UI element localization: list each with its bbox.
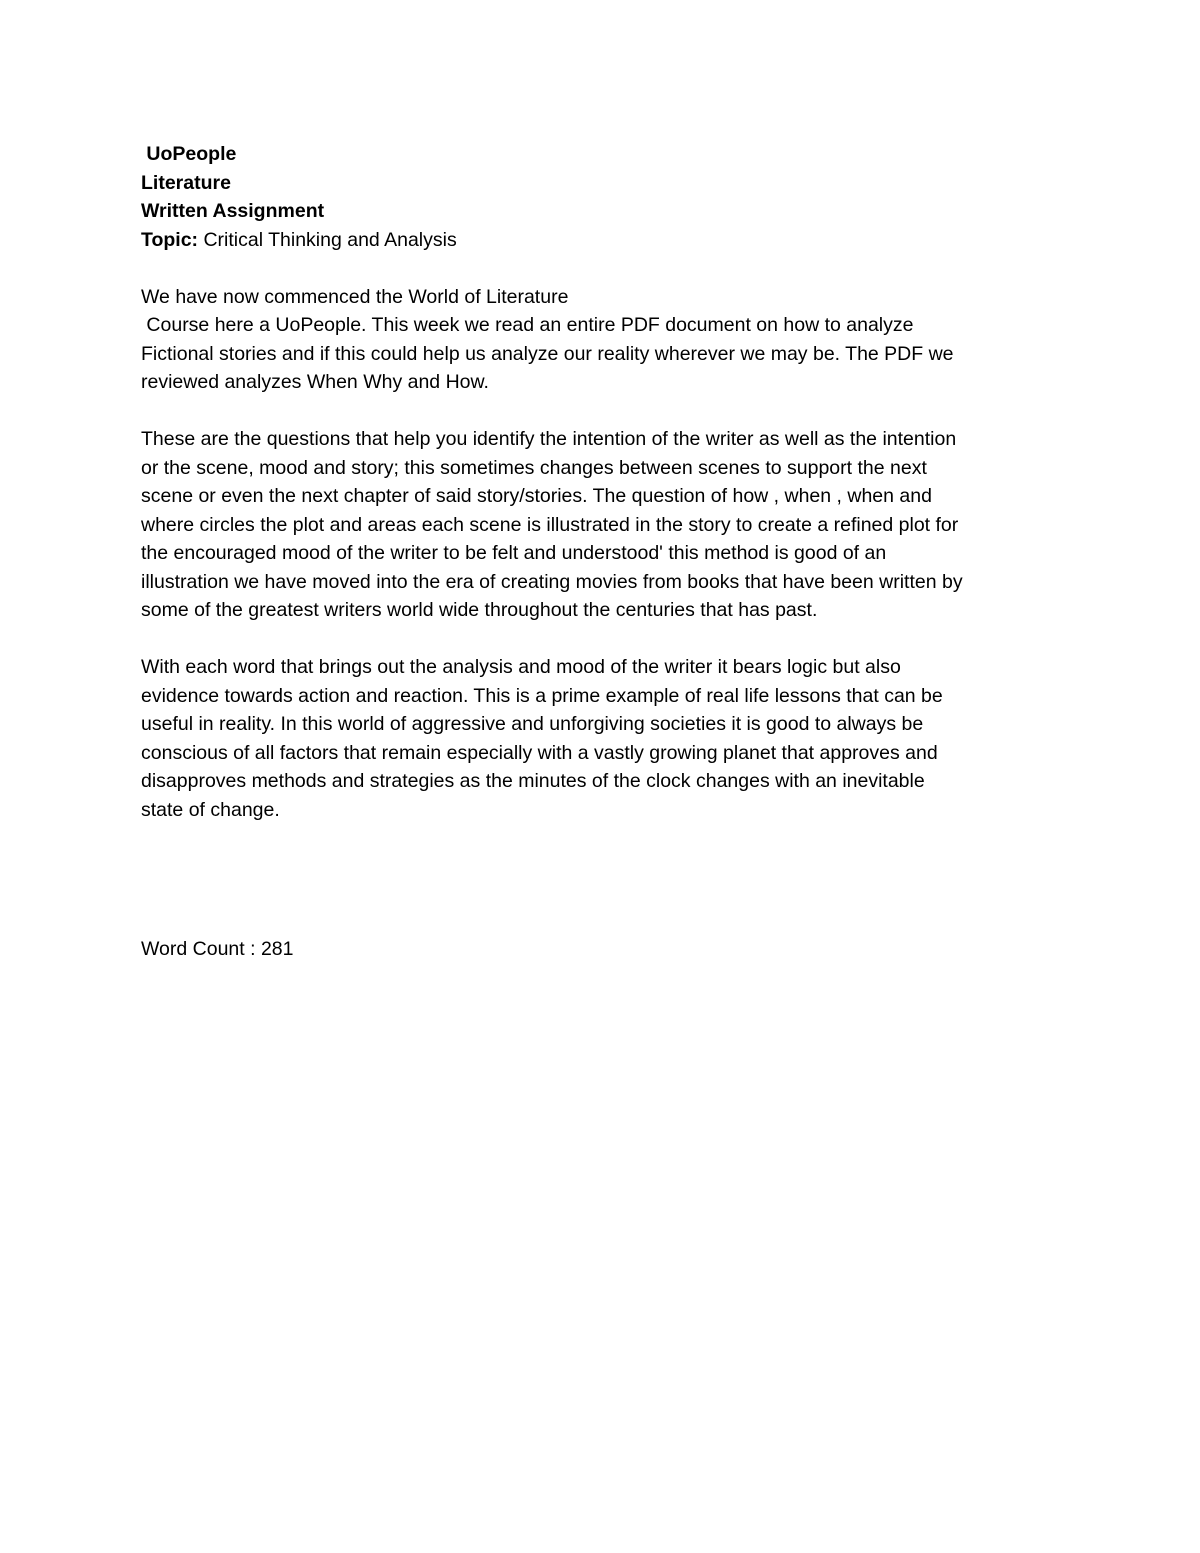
assignment-heading: Written Assignment — [141, 200, 325, 222]
topic-line — [141, 226, 1061, 255]
paragraph-line: state of change. — [141, 798, 280, 821]
topic-label: Topic: — [141, 228, 199, 251]
paragraph-line: reviewed analyzes When Why and How. — [141, 371, 489, 393]
paragraph-line: We have now commenced the World of Literature — [141, 285, 569, 308]
paragraph-line: illustration we have moved into the era of creating movies from books that have been written by — [141, 570, 963, 593]
paragraph-line: the encouraged mood of the writer to be felt and understood' this method is good of an — [141, 542, 887, 564]
spacer — [141, 397, 1061, 426]
paragraph-line: or the scene, mood and story; this sometimes changes between scenes to support the next — [141, 456, 927, 479]
institution-heading: UoPeople — [141, 143, 237, 165]
paragraph-line: These are the questions that help you identify the intention of the writer as well as the intention — [141, 428, 957, 450]
paragraph-line: evidence towards action and reaction. This is a prime example of real life lessons that can be — [141, 684, 943, 707]
paragraph-line: scene or even the next chapter of said story/stories. The question of how , when , when and — [141, 485, 932, 507]
paragraph-line: some of the greatest writers world wide throughout the centuries that has past. — [141, 599, 818, 621]
paragraph-line: where circles the plot and areas each scene is illustrated in the story to create a refined plot for — [141, 513, 959, 536]
paragraph-1 — [141, 283, 1061, 397]
paragraph-2 — [141, 425, 1061, 625]
paragraph-line: conscious of all factors that remain especially with a vastly growing planet that approves and — [141, 741, 938, 764]
paragraph-line: Course here a UoPeople. This week we read an entire PDF document on how to analyze — [141, 314, 914, 336]
word-count: Word Count : 281 — [141, 938, 294, 960]
paragraph-line: Fictional stories and if this could help us analyze our reality wherever we may be. The PDF we — [141, 342, 954, 365]
paragraph-line: useful in reality. In this world of aggressive and unforgiving societies it is good to always be — [141, 713, 924, 735]
spacer — [141, 254, 1061, 283]
document-body — [141, 140, 1061, 824]
paragraph-3 — [141, 653, 1061, 824]
topic-value: Critical Thinking and Analysis — [198, 228, 457, 251]
subject-heading: Literature — [141, 171, 231, 194]
spacer — [141, 625, 1061, 654]
paragraph-line: disapproves methods and strategies as the minutes of the clock changes with an inevitable — [141, 770, 925, 792]
paragraph-line: With each word that brings out the analysis and mood of the writer it bears logic but also — [141, 656, 901, 678]
